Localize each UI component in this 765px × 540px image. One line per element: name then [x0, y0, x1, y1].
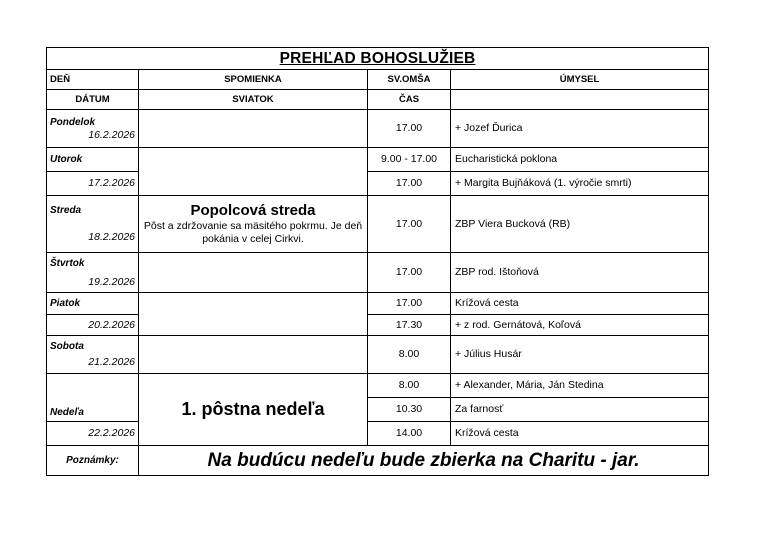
day-cell — [47, 374, 139, 422]
intention-cell: + z rod. Gernátová, Koľová — [451, 315, 709, 336]
day-name: Pondelok — [50, 116, 96, 128]
day-name: Štvrtok — [50, 257, 85, 269]
day-name: Utorok — [47, 148, 139, 172]
day-date: 21.2.2026 — [88, 356, 135, 368]
header-empty — [451, 90, 709, 110]
intention-cell: + Margita Bujňáková (1. výročie smrti) — [451, 172, 709, 196]
notes-row — [47, 446, 709, 476]
header-row-2 — [47, 90, 709, 110]
header-mass: SV.OMŠA — [368, 70, 451, 90]
intention-cell: Za farnosť — [451, 398, 709, 422]
header-feast: SPOMIENKA — [139, 70, 368, 90]
day-cell — [47, 110, 139, 148]
feast-cell — [139, 110, 368, 148]
table-row — [47, 374, 709, 398]
feast-cell — [139, 253, 368, 293]
table-row — [47, 110, 709, 148]
time-cell: 14.00 — [368, 422, 451, 446]
notes-label: Poznámky: — [47, 446, 139, 476]
table-row — [47, 293, 709, 315]
day-date: 18.2.2026 — [88, 231, 135, 243]
feast-cell — [139, 293, 368, 336]
intention-cell: + Július Husár — [451, 336, 709, 374]
day-name: Streda — [50, 205, 82, 216]
intention-cell: ZBP rod. Ištoňová — [451, 253, 709, 293]
time-cell: 17.00 — [368, 172, 451, 196]
table-row — [47, 336, 709, 374]
time-cell: 17.00 — [368, 196, 451, 253]
time-cell: 8.00 — [368, 374, 451, 398]
feast-note: Pôst a zdržovanie sa mäsitého pokrmu. Je deň pokánia v celej Cirkvi. — [143, 220, 363, 245]
time-cell: 17.00 — [368, 293, 451, 315]
feast-cell — [139, 196, 368, 253]
notes-text: Na budúcu nedeľu bude zbierka na Charitu - jar. — [139, 446, 709, 476]
time-cell: 9.00 - 17.00 — [368, 148, 451, 172]
time-cell: 10.30 — [368, 398, 451, 422]
day-cell — [47, 336, 139, 374]
feast-title: Popolcová streda — [190, 202, 316, 219]
intention-cell: + Jozef Ďurica — [451, 110, 709, 148]
time-cell: 17.00 — [368, 253, 451, 293]
time-cell: 8.00 — [368, 336, 451, 374]
day-cell — [47, 196, 139, 253]
intention-cell: Krížová cesta — [451, 422, 709, 446]
header-time: ČAS — [368, 90, 451, 110]
header-intention: ÚMYSEL — [451, 70, 709, 90]
header-row-1 — [47, 70, 709, 90]
day-date: 16.2.2026 — [88, 128, 135, 141]
intention-cell: ZBP Viera Bucková (RB) — [451, 196, 709, 253]
feast-cell — [139, 336, 368, 374]
day-date: 17.2.2026 — [47, 172, 139, 196]
day-cell — [47, 253, 139, 293]
header-date: DÁTUM — [47, 90, 139, 110]
feast-cell: 1. pôstna nedeľa — [139, 374, 368, 446]
day-date: 20.2.2026 — [47, 315, 139, 336]
table-row — [47, 253, 709, 293]
table-row — [47, 196, 709, 253]
day-name: Piatok — [47, 293, 139, 315]
intention-cell: Eucharistická poklona — [451, 148, 709, 172]
intention-cell: + Alexander, Mária, Ján Stedina — [451, 374, 709, 398]
title-row — [47, 48, 709, 70]
table-row — [47, 148, 709, 172]
day-date: 22.2.2026 — [47, 422, 139, 446]
services-table — [46, 47, 709, 476]
day-date: 19.2.2026 — [88, 275, 135, 288]
time-cell: 17.30 — [368, 315, 451, 336]
time-cell: 17.00 — [368, 110, 451, 148]
day-name: Sobota — [50, 341, 84, 352]
day-name: Nedeľa — [50, 407, 84, 418]
feast-cell — [139, 148, 368, 196]
intention-cell: Krížová cesta — [451, 293, 709, 315]
header-day: DEŇ — [47, 70, 139, 90]
header-feast-2: SVIATOK — [139, 90, 368, 110]
page-title: PREHĽAD BOHOSLUŽIEB — [47, 48, 709, 70]
